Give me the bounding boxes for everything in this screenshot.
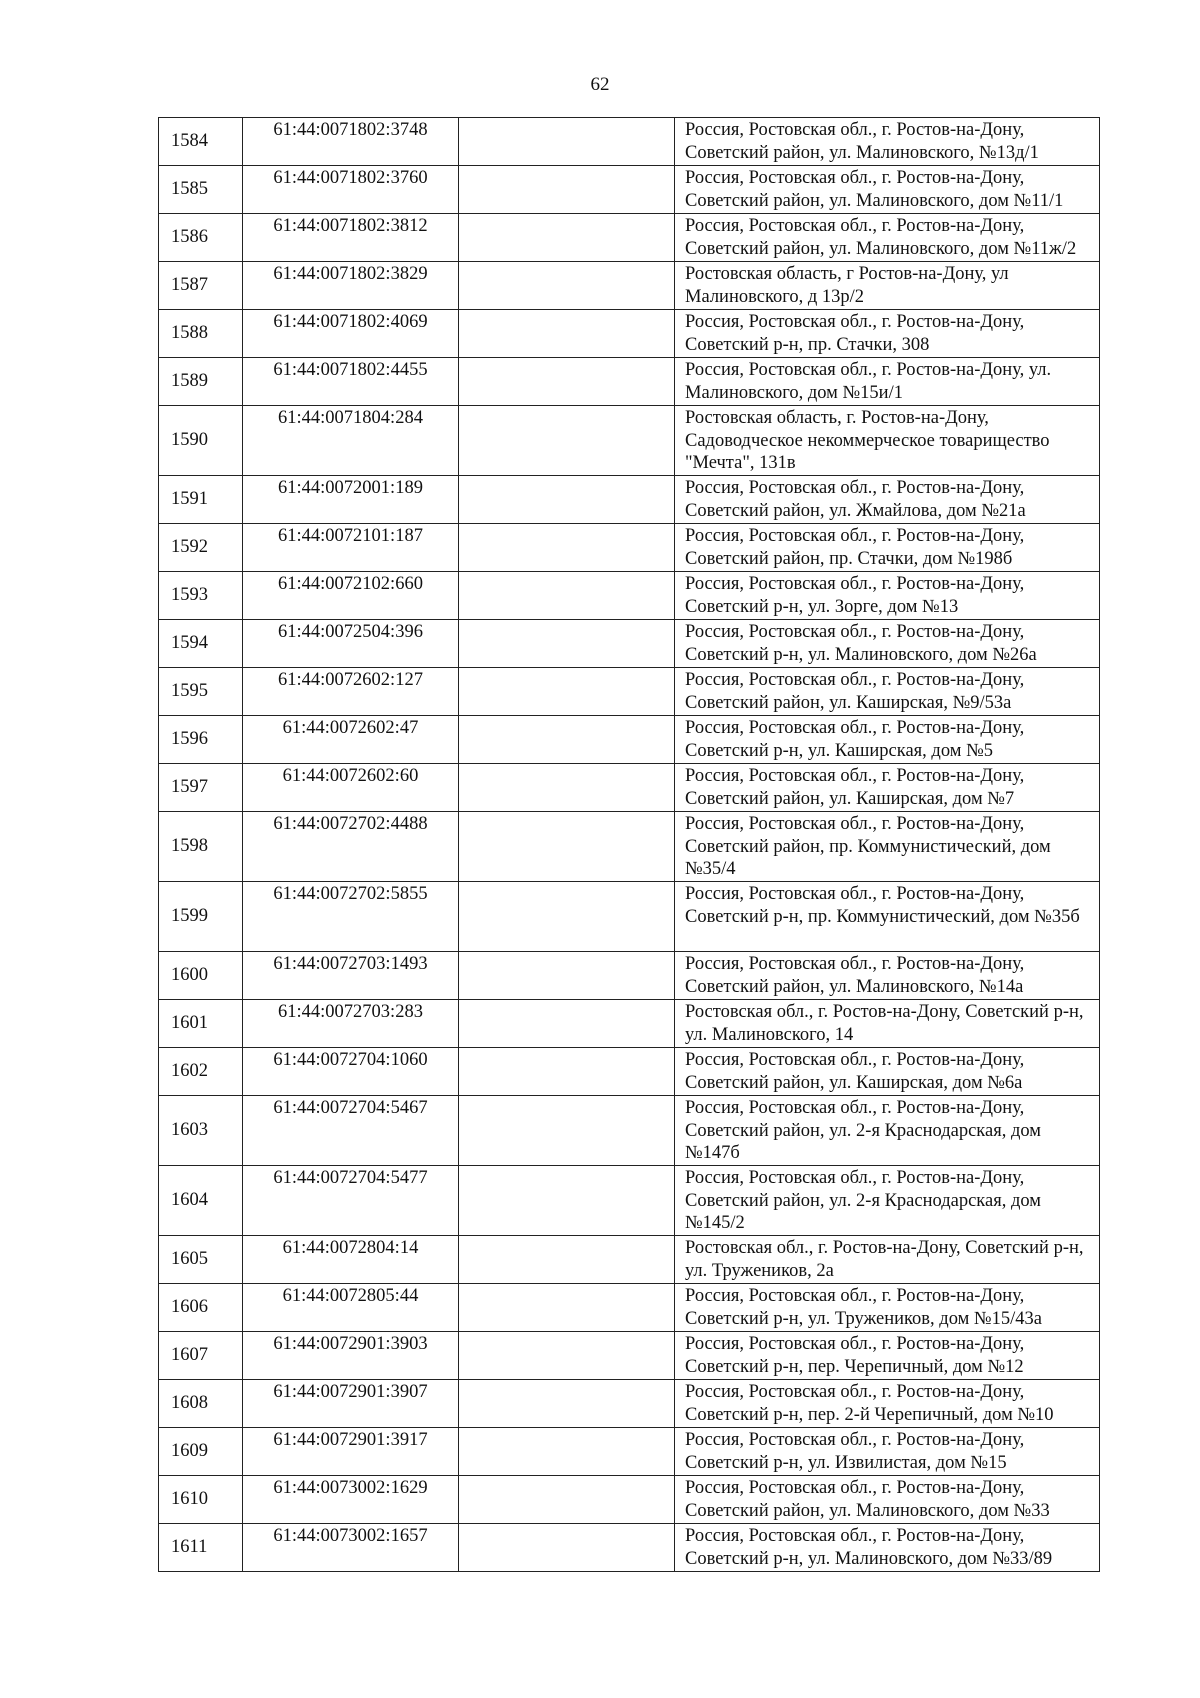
empty-cell <box>459 1236 675 1284</box>
address-text: Россия, Ростовская обл., г. Ростов-на-Дону, Советский район, пр. Коммунистический, дом №35/4 <box>685 814 1051 879</box>
cadastral-number: 61:44:0072602:60 <box>282 766 419 786</box>
address-text: Россия, Ростовская обл., г. Ростов-на-Дону, Советский район, пр. Стачки, дом №198б <box>685 526 1025 569</box>
cadastral-number-cell <box>243 310 459 358</box>
page-number: 62 <box>590 74 610 95</box>
cadastral-number: 61:44:0072901:3907 <box>273 1382 428 1402</box>
address-text: Ростовская область, г Ростов-на-Дону, ул Малиновского, д 13р/2 <box>685 264 1009 307</box>
address-cell <box>675 716 1100 764</box>
address-cell <box>675 118 1100 166</box>
row-number-cell: 1598 <box>159 812 243 882</box>
empty-cell <box>459 1380 675 1428</box>
row-number-cell: 1585 <box>159 166 243 214</box>
empty-cell <box>459 524 675 572</box>
empty-cell <box>459 716 675 764</box>
cadastral-number-cell <box>243 1380 459 1428</box>
address-cell <box>675 358 1100 406</box>
cadastral-number: 61:44:0072805:44 <box>282 1286 419 1306</box>
cadastral-number-cell <box>243 214 459 262</box>
table-row <box>159 214 1100 262</box>
cadastral-number: 61:44:0072602:47 <box>282 718 419 738</box>
cadastral-number: 61:44:0071802:3829 <box>273 264 428 284</box>
cadastral-number: 61:44:0072704:1060 <box>273 1050 428 1070</box>
address-cell <box>675 882 1100 952</box>
address-text: Россия, Ростовская обл., г. Ростов-на-Дону, Советский р-н, пр. Стачки, 308 <box>685 312 1025 355</box>
cadastral-number-cell <box>243 812 459 882</box>
empty-cell <box>459 1096 675 1166</box>
cadastral-number-cell <box>243 118 459 166</box>
empty-cell <box>459 1476 675 1524</box>
cadastral-number-cell <box>243 166 459 214</box>
cadastral-number-cell <box>243 1048 459 1096</box>
cadastral-number-cell <box>243 1428 459 1476</box>
cadastral-number: 61:44:0072504:396 <box>278 622 423 642</box>
row-number-cell: 1601 <box>159 1000 243 1048</box>
address-text: Россия, Ростовская обл., г. Ростов-на-Дону, Советский р-н, ул. Малиновского, дом №33/89 <box>685 1526 1053 1569</box>
address-text: Россия, Ростовская обл., г. Ростов-на-Дону, Советский район, ул. Каширская, дом №7 <box>685 766 1025 809</box>
empty-cell <box>459 764 675 812</box>
address-cell <box>675 166 1100 214</box>
address-text: Россия, Ростовская обл., г. Ростов-на-Дону, Советский р-н, ул. Зорге, дом №13 <box>685 574 1025 617</box>
cadastral-number-cell <box>243 262 459 310</box>
address-cell <box>675 1048 1100 1096</box>
table-row <box>159 1332 1100 1380</box>
cadastral-number: 61:44:0072804:14 <box>282 1238 419 1258</box>
empty-cell <box>459 310 675 358</box>
row-number-cell: 1604 <box>159 1166 243 1236</box>
table-row <box>159 1236 1100 1284</box>
table-row <box>159 1524 1100 1572</box>
empty-cell <box>459 476 675 524</box>
address-cell <box>675 310 1100 358</box>
address-text: Россия, Ростовская обл., г. Ростов-на-Дону, Советский район, ул. Каширская, №9/53а <box>685 670 1025 713</box>
empty-cell <box>459 1284 675 1332</box>
table-row <box>159 166 1100 214</box>
table-row <box>159 764 1100 812</box>
cadastral-number-cell <box>243 668 459 716</box>
row-number-cell: 1596 <box>159 716 243 764</box>
table-row <box>159 572 1100 620</box>
row-number-cell: 1603 <box>159 1096 243 1166</box>
cadastral-number: 61:44:0072703:283 <box>278 1002 423 1022</box>
cadastral-number: 61:44:0073002:1657 <box>273 1526 428 1546</box>
table-row <box>159 952 1100 1000</box>
cadastral-number: 61:44:0072704:5477 <box>273 1168 428 1188</box>
cadastral-number: 61:44:0072702:4488 <box>273 814 428 834</box>
row-number-cell: 1608 <box>159 1380 243 1428</box>
row-number-cell: 1597 <box>159 764 243 812</box>
row-number-cell: 1611 <box>159 1524 243 1572</box>
address-text: Россия, Ростовская обл., г. Ростов-на-Дону, Советский р-н, ул. Тружеников, дом №15/43а <box>685 1286 1042 1329</box>
address-cell <box>675 214 1100 262</box>
empty-cell <box>459 358 675 406</box>
table-row <box>159 1380 1100 1428</box>
cadastral-number-cell <box>243 1166 459 1236</box>
row-number-cell: 1594 <box>159 620 243 668</box>
cadastral-number-cell <box>243 952 459 1000</box>
row-number-cell: 1605 <box>159 1236 243 1284</box>
registry-table <box>158 117 1100 1572</box>
cadastral-number: 61:44:0072001:189 <box>278 478 423 498</box>
empty-cell <box>459 166 675 214</box>
row-number-cell: 1606 <box>159 1284 243 1332</box>
address-cell <box>675 1000 1100 1048</box>
cadastral-number: 61:44:0073002:1629 <box>273 1478 428 1498</box>
cadastral-number: 61:44:0072101:187 <box>278 526 423 546</box>
address-text: Россия, Ростовская обл., г. Ростов-на-Дону, Советский р-н, ул. Извилистая, дом №15 <box>685 1430 1025 1473</box>
row-number-cell: 1584 <box>159 118 243 166</box>
row-number-cell: 1587 <box>159 262 243 310</box>
empty-cell <box>459 1428 675 1476</box>
row-number-cell: 1600 <box>159 952 243 1000</box>
address-cell <box>675 1476 1100 1524</box>
cadastral-number: 61:44:0071802:3748 <box>273 120 428 140</box>
empty-cell <box>459 1048 675 1096</box>
cadastral-number: 61:44:0072901:3903 <box>273 1334 428 1354</box>
address-cell <box>675 406 1100 476</box>
cadastral-number: 61:44:0071802:4069 <box>273 312 428 332</box>
row-number-cell: 1586 <box>159 214 243 262</box>
cadastral-number-cell <box>243 476 459 524</box>
cadastral-number: 61:44:0071802:4455 <box>273 360 428 380</box>
row-number-cell: 1593 <box>159 572 243 620</box>
address-text: Ростовская область, г. Ростов-на-Дону, Садоводческое некоммерческое товарищество "Мечта", 131в <box>685 408 1050 473</box>
cadastral-number-cell <box>243 1332 459 1380</box>
address-text: Россия, Ростовская обл., г. Ростов-на-Дону, Советский район, ул. 2-я Краснодарская, дом №147б <box>685 1098 1041 1163</box>
table-row <box>159 310 1100 358</box>
cadastral-number-cell <box>243 524 459 572</box>
empty-cell <box>459 668 675 716</box>
empty-cell <box>459 1524 675 1572</box>
cadastral-number: 61:44:0072901:3917 <box>273 1430 428 1450</box>
cadastral-number-cell <box>243 1524 459 1572</box>
table-row <box>159 1166 1100 1236</box>
cadastral-number-cell <box>243 764 459 812</box>
address-cell <box>675 1428 1100 1476</box>
address-cell <box>675 1284 1100 1332</box>
cadastral-number-cell <box>243 1476 459 1524</box>
empty-cell <box>459 406 675 476</box>
address-text: Россия, Ростовская обл., г. Ростов-на-Дону, Советский р-н, ул. Каширская, дом №5 <box>685 718 1025 761</box>
address-text: Россия, Ростовская обл., г. Ростов-на-Дону, Советский р-н, пр. Коммунистический, дом №35б <box>685 884 1080 927</box>
address-text: Россия, Ростовская обл., г. Ростов-на-Дону, Советский район, ул. Малиновского, №14а <box>685 954 1025 997</box>
table-row <box>159 406 1100 476</box>
cadastral-number-cell <box>243 358 459 406</box>
cadastral-number-cell <box>243 716 459 764</box>
address-text: Россия, Ростовская обл., г. Ростов-на-Дону, Советский район, ул. Малиновского, №13д/1 <box>685 120 1039 163</box>
table-row <box>159 1284 1100 1332</box>
empty-cell <box>459 952 675 1000</box>
cadastral-number: 61:44:0072704:5467 <box>273 1098 428 1118</box>
row-number-cell: 1609 <box>159 1428 243 1476</box>
table-row <box>159 262 1100 310</box>
empty-cell <box>459 214 675 262</box>
address-text: Ростовская обл., г. Ростов-на-Дону, Советский р-н, ул. Малиновского, 14 <box>685 1002 1084 1045</box>
address-text: Россия, Ростовская обл., г. Ростов-на-Дону, Советский район, ул. Жмайлова, дом №21а <box>685 478 1026 521</box>
table-row <box>159 1096 1100 1166</box>
empty-cell <box>459 118 675 166</box>
cadastral-number-cell <box>243 1284 459 1332</box>
address-cell <box>675 620 1100 668</box>
address-cell <box>675 668 1100 716</box>
address-cell <box>675 572 1100 620</box>
cadastral-number: 61:44:0072703:1493 <box>273 954 428 974</box>
table-row <box>159 620 1100 668</box>
empty-cell <box>459 262 675 310</box>
address-text: Россия, Ростовская обл., г. Ростов-на-Дону, Советский р-н, пер. 2-й Черепичный, дом №10 <box>685 1382 1054 1425</box>
cadastral-number-cell <box>243 882 459 952</box>
empty-cell <box>459 882 675 952</box>
table-row <box>159 1476 1100 1524</box>
address-cell <box>675 476 1100 524</box>
table-row <box>159 358 1100 406</box>
address-cell <box>675 952 1100 1000</box>
table-row <box>159 524 1100 572</box>
empty-cell <box>459 1166 675 1236</box>
cadastral-number: 61:44:0072702:5855 <box>273 884 428 904</box>
row-number-cell: 1589 <box>159 358 243 406</box>
cadastral-number-cell <box>243 620 459 668</box>
table-row <box>159 1428 1100 1476</box>
cadastral-number: 61:44:0071802:3760 <box>273 168 428 188</box>
empty-cell <box>459 1332 675 1380</box>
address-cell <box>675 1096 1100 1166</box>
cadastral-number: 61:44:0072102:660 <box>278 574 423 594</box>
address-text: Россия, Ростовская обл., г. Ростов-на-Дону, Советский район, ул. 2-я Краснодарская, дом №145/2 <box>685 1168 1041 1233</box>
cadastral-number-cell <box>243 1236 459 1284</box>
address-text: Россия, Ростовская обл., г. Ростов-на-Дону, Советский район, ул. Малиновского, дом №11/1 <box>685 168 1064 211</box>
table-row <box>159 118 1100 166</box>
empty-cell <box>459 620 675 668</box>
row-number-cell: 1599 <box>159 882 243 952</box>
table-row <box>159 812 1100 882</box>
cadastral-number: 61:44:0071802:3812 <box>273 216 428 236</box>
row-number-cell: 1588 <box>159 310 243 358</box>
row-number-cell: 1610 <box>159 1476 243 1524</box>
row-number-cell: 1602 <box>159 1048 243 1096</box>
registry-table-body <box>159 118 1100 1572</box>
empty-cell <box>459 812 675 882</box>
address-text: Россия, Ростовская обл., г. Ростов-на-Дону, Советский район, ул. Каширская, дом №6а <box>685 1050 1025 1093</box>
address-cell <box>675 524 1100 572</box>
address-text: Россия, Ростовская обл., г. Ростов-на-Дону, ул. Малиновского, дом №15и/1 <box>685 360 1052 403</box>
address-cell <box>675 1524 1100 1572</box>
row-number-cell: 1607 <box>159 1332 243 1380</box>
address-text: Россия, Ростовская обл., г. Ростов-на-Дону, Советский р-н, пер. Черепичный, дом №12 <box>685 1334 1025 1377</box>
table-row <box>159 716 1100 764</box>
address-cell <box>675 1332 1100 1380</box>
cadastral-number-cell <box>243 406 459 476</box>
cadastral-number-cell <box>243 1096 459 1166</box>
cadastral-number-cell <box>243 1000 459 1048</box>
address-cell <box>675 1380 1100 1428</box>
address-text: Россия, Ростовская обл., г. Ростов-на-Дону, Советский р-н, ул. Малиновского, дом №26а <box>685 622 1037 665</box>
cadastral-number: 61:44:0071804:284 <box>278 408 423 428</box>
empty-cell <box>459 1000 675 1048</box>
address-text: Ростовская обл., г. Ростов-на-Дону, Советский р-н, ул. Тружеников, 2а <box>685 1238 1084 1281</box>
row-number-cell: 1590 <box>159 406 243 476</box>
cadastral-number: 61:44:0072602:127 <box>278 670 423 690</box>
row-number-cell: 1595 <box>159 668 243 716</box>
address-cell <box>675 812 1100 882</box>
cadastral-number-cell <box>243 572 459 620</box>
address-text: Россия, Ростовская обл., г. Ростов-на-Дону, Советский район, ул. Малиновского, дом №33 <box>685 1478 1050 1521</box>
table-row <box>159 1000 1100 1048</box>
table-row <box>159 1048 1100 1096</box>
address-text: Россия, Ростовская обл., г. Ростов-на-Дону, Советский район, ул. Малиновского, дом №11ж/2 <box>685 216 1077 259</box>
table-row <box>159 882 1100 952</box>
address-cell <box>675 1236 1100 1284</box>
table-row <box>159 476 1100 524</box>
row-number-cell: 1591 <box>159 476 243 524</box>
row-number-cell: 1592 <box>159 524 243 572</box>
address-cell <box>675 1166 1100 1236</box>
table-row <box>159 668 1100 716</box>
empty-cell <box>459 572 675 620</box>
address-cell <box>675 764 1100 812</box>
address-cell <box>675 262 1100 310</box>
